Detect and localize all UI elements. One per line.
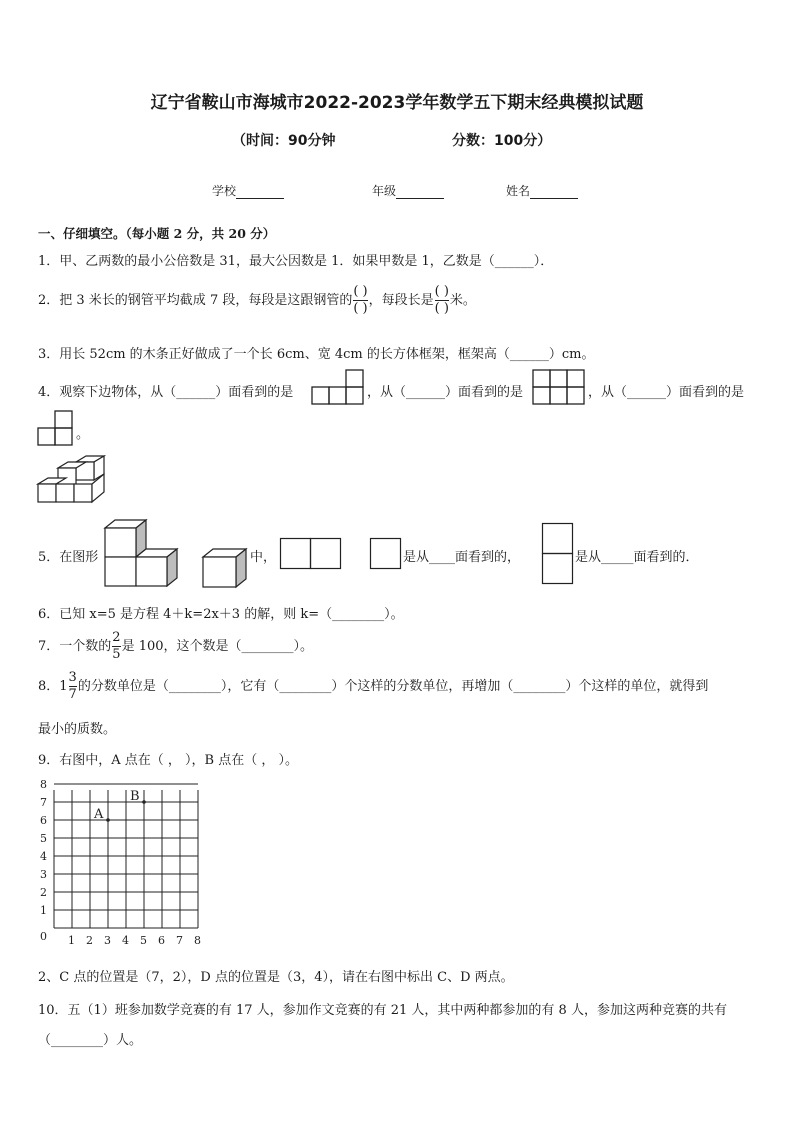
x-tick-label: 1 xyxy=(68,934,75,947)
question-5-text-c: 是从____面看到的， xyxy=(403,550,521,565)
stacked-square-view xyxy=(542,523,574,585)
point-a-marker xyxy=(106,818,110,822)
y-tick-label: 5 xyxy=(40,832,47,845)
question-8-continued: 最小的质数。 xyxy=(38,722,117,737)
x-tick-label: 3 xyxy=(104,934,111,947)
x-tick-label: 6 xyxy=(158,934,165,947)
time-limit: （时间：90分钟 xyxy=(232,133,336,149)
question-5-text-d: 是从_____面看到的． xyxy=(575,550,699,565)
y-tick-label: 3 xyxy=(40,868,47,881)
question-4-text-d: 。 xyxy=(76,427,90,442)
x-tick-label: 2 xyxy=(86,934,93,947)
y-tick-label: 6 xyxy=(40,814,47,827)
question-9: 9．右图中，A 点在（ ， ），B 点在（ ， ）。 xyxy=(38,753,299,768)
name-field[interactable] xyxy=(506,182,578,199)
coordinate-grid xyxy=(38,780,208,952)
view-figure-3 xyxy=(38,410,78,448)
school-label: 学校 xyxy=(212,184,237,198)
view-figure-1 xyxy=(312,368,366,406)
question-4-text-a: 4．观察下边物体，从（______）面看到的是 xyxy=(38,385,294,400)
page-title: 辽宁省鞍山市海城市2022-2023学年数学五下期末经典模拟试题 xyxy=(150,93,644,113)
question-4-text-b: ，从（______）面看到的是 xyxy=(367,385,524,400)
grade-label: 年级 xyxy=(372,184,397,198)
y-tick-label: 2 xyxy=(40,886,47,899)
fraction-blank-1: $\frac{( )}{( )}$ xyxy=(353,284,368,316)
y-tick-label: 4 xyxy=(40,850,47,863)
total-score: 分数：100分） xyxy=(452,133,552,149)
x-tick-label: 5 xyxy=(140,934,147,947)
section-heading: 一、仔细填空。（每小题 2 分，共 20 分） xyxy=(38,226,276,241)
question-5-text-a: 5．在图形 xyxy=(38,550,99,565)
view-figure-2 xyxy=(533,368,587,406)
y-tick-label: 1 xyxy=(40,904,47,917)
x-tick-label: 4 xyxy=(122,934,129,947)
y-tick-label: 0 xyxy=(40,930,47,943)
question-7: 7．一个数的 $\frac{2}{5}$ 是 100，这个数是（________）。 xyxy=(38,630,314,662)
point-b-marker xyxy=(142,800,146,804)
name-label: 姓名 xyxy=(506,184,531,198)
question-1: 1．甲、乙两数的最小公倍数是 31，最大公因数是 1．如果甲数是 1，乙数是（______）． xyxy=(38,254,554,269)
grade-field[interactable] xyxy=(372,182,444,199)
point-b-label: B xyxy=(130,789,140,804)
school-field[interactable] xyxy=(212,182,284,199)
point-a-label: A xyxy=(94,807,104,822)
x-tick-label: 8 xyxy=(194,934,201,947)
question-8: 8．1 $\frac{3}{7}$ 的分数单位是（________），它有（________）个这样的分数单位，再增加（________）个这样的单位，就得到 xyxy=(38,670,709,702)
question-6: 6．已知 x=5 是方程 4＋k=2x＋3 的解，则 k=（________）。 xyxy=(38,607,404,622)
question-4-text-c: ，从（______）面看到的是 xyxy=(588,385,745,400)
fraction-three-sevenths: $\frac{3}{7}$ xyxy=(68,670,77,702)
question-3: 3．用长 52cm 的木条正好做成了一个长 6cm、宽 4cm 的长方体框架，框架高（______）cm。 xyxy=(38,347,595,362)
fraction-two-fifths: $\frac{2}{5}$ xyxy=(112,630,121,662)
question-9-part-2: 2、C 点的位置是（7，2），D 点的位置是（3，4），请在右图中标出 C、D 两点。 xyxy=(38,970,514,985)
y-tick-label: 8 xyxy=(40,778,47,791)
question-10-continued: （________）人。 xyxy=(38,1033,143,1048)
y-tick-label: 7 xyxy=(40,796,47,809)
single-cube-figure xyxy=(202,548,248,590)
x-tick-label: 7 xyxy=(176,934,183,947)
question-5-text-b: 中， xyxy=(250,550,277,565)
question-10: 10．五（1）班参加数学竞赛的有 17 人，参加作文竞赛的有 21 人，其中两种都参加的有 8 人，参加这两种竞赛的共有 xyxy=(38,1003,727,1018)
fraction-blank-2: $\frac{( )}{( )}$ xyxy=(434,284,449,316)
l-shape-solid-figure xyxy=(105,518,181,590)
cube-stack-figure xyxy=(38,456,110,504)
one-square-view xyxy=(370,538,402,570)
two-square-view xyxy=(280,538,342,570)
question-2: 2．把 3 米长的钢管平均截成 7 段，每段是这跟钢管的 $\frac{( )}{( )}$ ，每段长是 $\frac{( )}{( )}$ 米。 xyxy=(38,284,476,316)
